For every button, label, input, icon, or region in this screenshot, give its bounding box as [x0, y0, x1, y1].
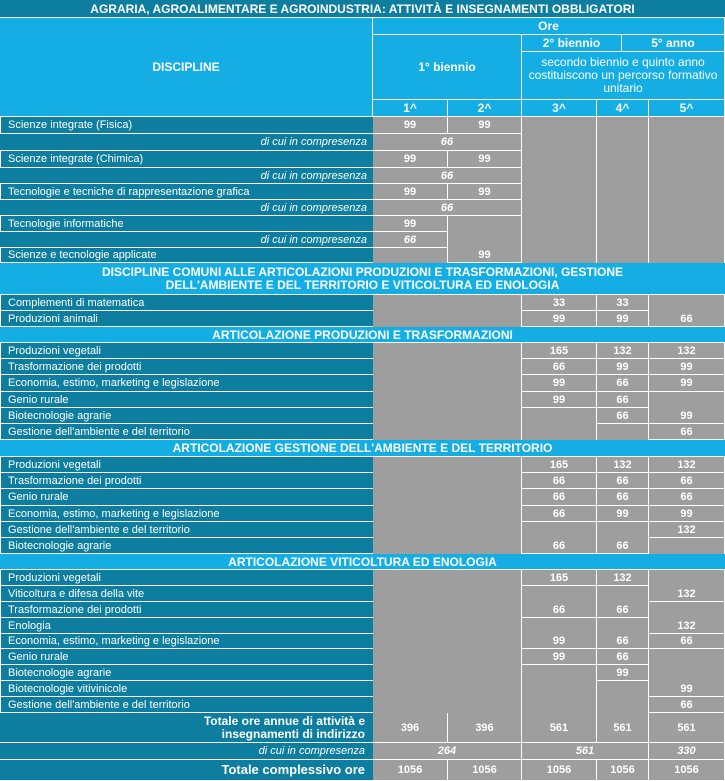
compresenza-label: di cui in compresenza: [0, 200, 373, 216]
discipline-label: Produzioni vegetali: [0, 570, 373, 586]
hours-cell: 132: [649, 618, 725, 634]
hours-cell: 33: [522, 295, 597, 311]
hours-cell: 99: [649, 506, 725, 522]
hours-cell: 66: [597, 489, 649, 506]
compresenza-total-quinto: 330: [649, 743, 725, 760]
hours-cell: 99: [649, 359, 725, 375]
compresenza-cell: 66: [373, 232, 448, 248]
discipline-label: Scienze integrate (Chimica): [0, 151, 373, 168]
hours-cell: 99: [448, 117, 522, 134]
hours-cell: 165: [522, 343, 597, 359]
hours-cell: 99: [597, 311, 649, 327]
header-quinto-anno: 5° anno: [622, 35, 725, 52]
discipline-label: Biotecnologie agrarie: [0, 538, 373, 554]
empty-cell: [649, 295, 725, 311]
compresenza-cell: 66: [373, 200, 522, 216]
hours-cell: 132: [597, 570, 649, 586]
hours-cell: 99: [373, 216, 448, 232]
discipline-label: Biotecnologie agrarie: [0, 665, 373, 681]
hours-cell: 132: [649, 343, 725, 359]
empty-cell: [522, 117, 597, 263]
discipline-label: Trasformazione dei prodotti: [0, 602, 373, 618]
section-heading: ARTICOLAZIONE VITICOLTURA ED ENOLOGIA: [0, 554, 725, 570]
header-year-1: 1^: [373, 100, 448, 117]
hours-cell: 66: [649, 311, 725, 327]
hours-cell: 66: [522, 538, 597, 554]
hours-cell: 99: [597, 359, 649, 375]
discipline-label: Gestione dell'ambiente e del territorio: [0, 697, 373, 713]
header-discipline: DISCIPLINE: [0, 18, 373, 117]
empty-cell: [522, 522, 597, 538]
hours-cell: 66: [522, 489, 597, 506]
empty-cell: [373, 248, 448, 263]
compresenza-total-triennio: 561: [522, 743, 649, 760]
grand-total-cell: 1056: [597, 760, 649, 781]
totals-compresenza-label: di cui in compresenza: [0, 743, 373, 760]
hours-cell: 66: [649, 473, 725, 489]
hours-cell: 99: [649, 408, 725, 424]
hours-cell: 66: [522, 602, 597, 618]
discipline-label: Scienze integrate (Fisica): [0, 117, 373, 134]
header-year-2: 2^: [448, 100, 522, 117]
section-heading: ARTICOLAZIONE PRODUZIONI E TRASFORMAZIONI: [0, 327, 725, 343]
empty-cell: [522, 681, 597, 697]
discipline-label: Produzioni vegetali: [0, 457, 373, 473]
hours-cell: 66: [597, 634, 649, 649]
hours-cell: 99: [649, 375, 725, 392]
discipline-label: Gestione dell'ambiente e del territorio: [0, 424, 373, 440]
empty-cell: [649, 665, 725, 681]
hours-cell: 66: [597, 602, 649, 618]
hours-cell: 66: [597, 375, 649, 392]
header-ore: Ore: [373, 18, 725, 35]
total-cell: 561: [649, 713, 725, 743]
hours-cell: 99: [448, 184, 522, 200]
hours-cell: 66: [597, 473, 649, 489]
total-cell: 396: [373, 713, 448, 743]
empty-cell: [649, 538, 725, 554]
discipline-label: Economia, estimo, marketing e legislazione: [0, 506, 373, 522]
discipline-label: Produzioni animali: [0, 311, 373, 327]
hours-cell: 99: [522, 375, 597, 392]
discipline-label: Trasformazione dei prodotti: [0, 473, 373, 489]
hours-cell: 66: [649, 634, 725, 649]
hours-cell: 132: [649, 457, 725, 473]
discipline-label: Biotecnologie agrarie: [0, 408, 373, 424]
grand-total-cell: 1056: [373, 760, 448, 781]
hours-cell: 99: [597, 506, 649, 522]
empty-cell: [649, 117, 725, 263]
grand-total-cell: 1056: [649, 760, 725, 781]
grand-total-cell: 1056: [448, 760, 522, 781]
discipline-label: Produzioni vegetali: [0, 343, 373, 359]
hours-cell: 66: [597, 538, 649, 554]
hours-cell: 99: [522, 649, 597, 665]
hours-cell: 99: [649, 681, 725, 697]
header-year-5: 5^: [649, 100, 725, 117]
totals-complessivo-label: Totale complessivo ore: [0, 760, 373, 781]
hours-cell: 99: [448, 248, 522, 263]
empty-cell: [373, 343, 522, 440]
empty-cell: [597, 618, 649, 634]
compresenza-label: di cui in compresenza: [0, 232, 373, 248]
discipline-label: Genio rurale: [0, 392, 373, 408]
header-primo-biennio: 1° biennio: [373, 35, 522, 100]
hours-cell: 99: [373, 151, 448, 168]
discipline-label: Economia, estimo, marketing e legislazione: [0, 634, 373, 649]
hours-cell: 66: [522, 506, 597, 522]
hours-cell: 99: [522, 311, 597, 327]
table-title: AGRARIA, AGROALIMENTARE E AGROINDUSTRIA: ATTIVITÀ E INSEGNAMENTI OBBLIGATORI: [0, 0, 725, 18]
hours-cell: 66: [649, 489, 725, 506]
discipline-label: Tecnologie informatiche: [0, 216, 373, 232]
empty-cell: [597, 697, 649, 713]
empty-cell: [597, 681, 649, 697]
empty-cell: [373, 457, 522, 554]
discipline-label: Complementi di matematica: [0, 295, 373, 311]
discipline-label: Tecnologie e tecniche di rappresentazione grafica: [0, 184, 373, 200]
header-note: secondo biennio e quinto anno costituiscono un percorso formativo unitario: [522, 52, 725, 100]
hours-cell: 99: [522, 392, 597, 408]
compresenza-cell: 66: [373, 134, 522, 151]
discipline-label: Biotecnologie vitivinicole: [0, 681, 373, 697]
hours-cell: 132: [597, 457, 649, 473]
discipline-label: Enologia: [0, 618, 373, 634]
discipline-label: Economia, estimo, marketing e legislazione: [0, 375, 373, 392]
discipline-label: Genio rurale: [0, 489, 373, 506]
hours-cell: 99: [448, 151, 522, 168]
empty-cell: [373, 570, 522, 713]
discipline-label: Viticoltura e difesa della vite: [0, 586, 373, 602]
discipline-label: Gestione dell'ambiente e del territorio: [0, 522, 373, 538]
discipline-label: Trasformazione dei prodotti: [0, 359, 373, 375]
hours-cell: 99: [597, 665, 649, 681]
empty-cell: [597, 522, 649, 538]
header-year-4: 4^: [597, 100, 649, 117]
header-year-3: 3^: [522, 100, 597, 117]
total-cell: 561: [597, 713, 649, 743]
total-cell: 561: [522, 713, 597, 743]
empty-cell: [448, 216, 522, 248]
hours-cell: 66: [649, 697, 725, 713]
empty-cell: [597, 586, 649, 602]
hours-cell: 165: [522, 457, 597, 473]
empty-cell: [522, 618, 597, 634]
empty-cell: [522, 665, 597, 681]
section-heading: DISCIPLINE COMUNI ALLE ARTICOLAZIONI PRODUZIONI E TRASFORMAZIONI, GESTIONE DELL'AMBIENTE E DEL TERRITORIO E VITICOLTURA ED ENOLOGIA: [0, 263, 725, 295]
compresenza-cell: 66: [373, 168, 522, 184]
empty-cell: [649, 649, 725, 665]
hours-cell: 66: [597, 649, 649, 665]
totals-annual-label: Totale ore annue di attività e insegnamenti di indirizzo: [0, 713, 373, 743]
empty-cell: [522, 586, 597, 602]
empty-cell: [522, 424, 597, 440]
empty-cell: [373, 295, 522, 327]
hours-cell: 99: [373, 117, 448, 134]
compresenza-label: di cui in compresenza: [0, 168, 373, 184]
hours-cell: 132: [649, 522, 725, 538]
empty-cell: [649, 392, 725, 408]
hours-cell: 66: [597, 392, 649, 408]
empty-cell: [649, 570, 725, 586]
hours-cell: 66: [597, 408, 649, 424]
section-heading: ARTICOLAZIONE GESTIONE DELL'AMBIENTE E DEL TERRITORIO: [0, 440, 725, 457]
total-cell: 396: [448, 713, 522, 743]
hours-cell: 66: [522, 473, 597, 489]
compresenza-total-biennio: 264: [373, 743, 522, 760]
hours-cell: 132: [649, 586, 725, 602]
compresenza-label: di cui in compresenza: [0, 134, 373, 151]
hours-cell: 66: [649, 424, 725, 440]
empty-cell: [522, 408, 597, 424]
discipline-label: Genio rurale: [0, 649, 373, 665]
discipline-label: Scienze e tecnologie applicate: [0, 248, 373, 263]
hours-cell: 33: [597, 295, 649, 311]
hours-cell: 165: [522, 570, 597, 586]
grand-total-cell: 1056: [522, 760, 597, 781]
hours-cell: 99: [522, 634, 597, 649]
empty-cell: [649, 602, 725, 618]
empty-cell: [522, 697, 597, 713]
hours-cell: 99: [373, 184, 448, 200]
empty-cell: [597, 117, 649, 263]
header-secondo-biennio: 2° biennio: [522, 35, 622, 52]
empty-cell: [597, 424, 649, 440]
hours-cell: 66: [522, 359, 597, 375]
hours-cell: 132: [597, 343, 649, 359]
